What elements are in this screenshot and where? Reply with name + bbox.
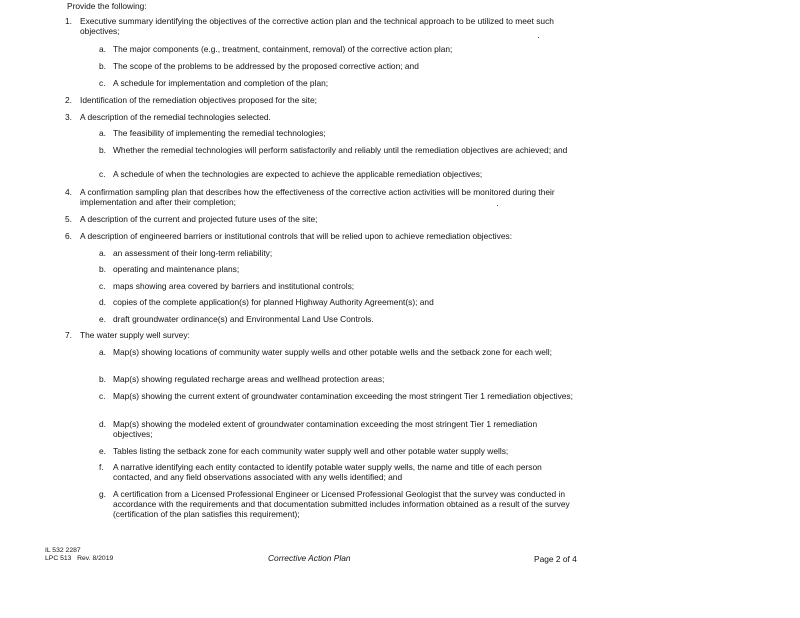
sub-letter: f. (99, 462, 104, 472)
list-item-2 (65, 95, 575, 105)
sub-item-7a (99, 347, 575, 357)
sub-letter: b. (99, 145, 106, 155)
sub-item-6d (99, 297, 575, 307)
sub-letter: a. (99, 128, 106, 138)
sub-letter: c. (99, 78, 106, 88)
item-number: 2. (65, 95, 72, 105)
sub-letter: c. (99, 391, 106, 401)
sub-text: A schedule for implementation and completion of the plan; (113, 78, 329, 88)
intro-text: Provide the following: (67, 1, 147, 11)
sub-text: The major components (e.g., treatment, containment, removal) of the corrective action plan; (113, 44, 453, 54)
item-number: 1. (65, 16, 72, 26)
sub-text: copies of the complete application(s) for planned Highway Authority Agreement(s); and (113, 297, 434, 307)
list-item-3 (65, 112, 575, 122)
item-text: A confirmation sampling plan that describes how the effectiveness of the corrective action activities will be monitored during their implementation and after their completion; (80, 187, 555, 207)
scan-speck (497, 205, 498, 206)
item-text: A description of the current and projected future uses of the site; (80, 214, 318, 224)
sub-item-6b (99, 264, 575, 274)
sub-text: Map(s) showing the modeled extent of groundwater contamination exceeding the most stringent Tier 1 remediation objectives; (113, 419, 538, 439)
sub-letter: a. (99, 248, 106, 258)
sub-letter: d. (99, 419, 106, 429)
sub-item-7f (99, 462, 575, 482)
item-text: A description of the remedial technologies selected. (80, 112, 271, 122)
sub-item-7b (99, 374, 575, 384)
sub-text: A schedule of when the technologies are expected to achieve the applicable remediation objectives; (113, 169, 483, 179)
sub-letter: e. (99, 446, 106, 456)
sub-item-6e (99, 314, 575, 324)
sub-item-6a (99, 248, 575, 258)
sub-item-7c (99, 391, 575, 401)
item-number: 7. (65, 330, 72, 340)
sub-text: operating and maintenance plans; (113, 264, 240, 274)
sub-text: Map(s) showing regulated recharge areas and wellhead protection areas; (113, 374, 385, 384)
footer-title: Corrective Action Plan (268, 553, 351, 563)
sub-text: A certification from a Licensed Professional Engineer or Licensed Professional Geologist that the survey was conducted in accordance with the requirements and that documentation submitted includes information obtained as a result of the survey (certification of the plan satisfies this requirement); (113, 489, 570, 519)
sub-letter: d. (99, 297, 106, 307)
sub-item-1c (99, 78, 575, 88)
item-number: 3. (65, 112, 72, 122)
sub-text: The scope of the problems to be addressed by the proposed corrective action; and (113, 61, 419, 71)
sub-item-1b (99, 61, 575, 71)
sub-letter: a. (99, 347, 106, 357)
sub-text: Map(s) showing locations of community water supply wells and other potable wells and the setback zone for each well; (113, 347, 552, 357)
list-item-7 (65, 330, 575, 340)
sub-item-7e (99, 446, 575, 456)
sub-item-1a (99, 44, 575, 54)
list-item-5 (65, 214, 575, 224)
list-item-6 (65, 231, 575, 241)
sub-item-7g (99, 489, 575, 519)
item-text: Executive summary identifying the objectives of the corrective action plan and the technical approach to be utilized to meet such objectives; (80, 16, 554, 36)
list-item-1 (65, 16, 575, 36)
sub-letter: b. (99, 61, 106, 71)
sub-item-7d (99, 419, 575, 439)
sub-item-3c (99, 169, 575, 179)
footer-page-number: Page 2 of 4 (534, 554, 577, 564)
footer-form-info (45, 547, 113, 563)
sub-item-3b (99, 145, 575, 155)
item-number: 6. (65, 231, 72, 241)
item-text: Identification of the remediation objectives proposed for the site; (80, 95, 317, 105)
item-text: The water supply well survey: (80, 330, 190, 340)
sub-text: Tables listing the setback zone for each community water supply well and other potable water supply wells; (113, 446, 509, 456)
list-item-4 (65, 187, 575, 207)
item-number: 4. (65, 187, 72, 197)
sub-text: The feasibility of implementing the remedial technologies; (113, 128, 326, 138)
sub-item-6c (99, 281, 575, 291)
sub-letter: b. (99, 374, 106, 384)
sub-letter: c. (99, 169, 106, 179)
footer-form-rev: LPC 513 Rev. 8/2019 (45, 555, 114, 562)
sub-text: draft groundwater ordinance(s) and Environmental Land Use Controls. (113, 314, 374, 324)
item-text: A description of engineered barriers or institutional controls that will be relied upon to achieve remediation objectives: (80, 231, 513, 241)
sub-text: A narrative identifying each entity contacted to identify potable water supply wells, the name and title of each person contacted, and any field observations associated with any wells identified; and (113, 462, 542, 482)
sub-text: an assessment of their long-term reliability; (113, 248, 273, 258)
sub-letter: b. (99, 264, 106, 274)
sub-text: Map(s) showing the current extent of groundwater contamination exceeding the most stringent Tier 1 remediation objectives; (113, 391, 573, 401)
footer-form-id: IL 532 2287 (45, 547, 81, 554)
sub-letter: e. (99, 314, 106, 324)
item-number: 5. (65, 214, 72, 224)
sub-text: Whether the remedial technologies will perform satisfactorily and reliably until the remediation objectives are achieved; and (113, 145, 568, 155)
sub-letter: c. (99, 281, 106, 291)
sub-item-3a (99, 128, 575, 138)
scan-speck (538, 37, 539, 38)
sub-letter: a. (99, 44, 106, 54)
sub-text: maps showing area covered by barriers and institutional controls; (113, 281, 355, 291)
sub-letter: g. (99, 489, 106, 499)
